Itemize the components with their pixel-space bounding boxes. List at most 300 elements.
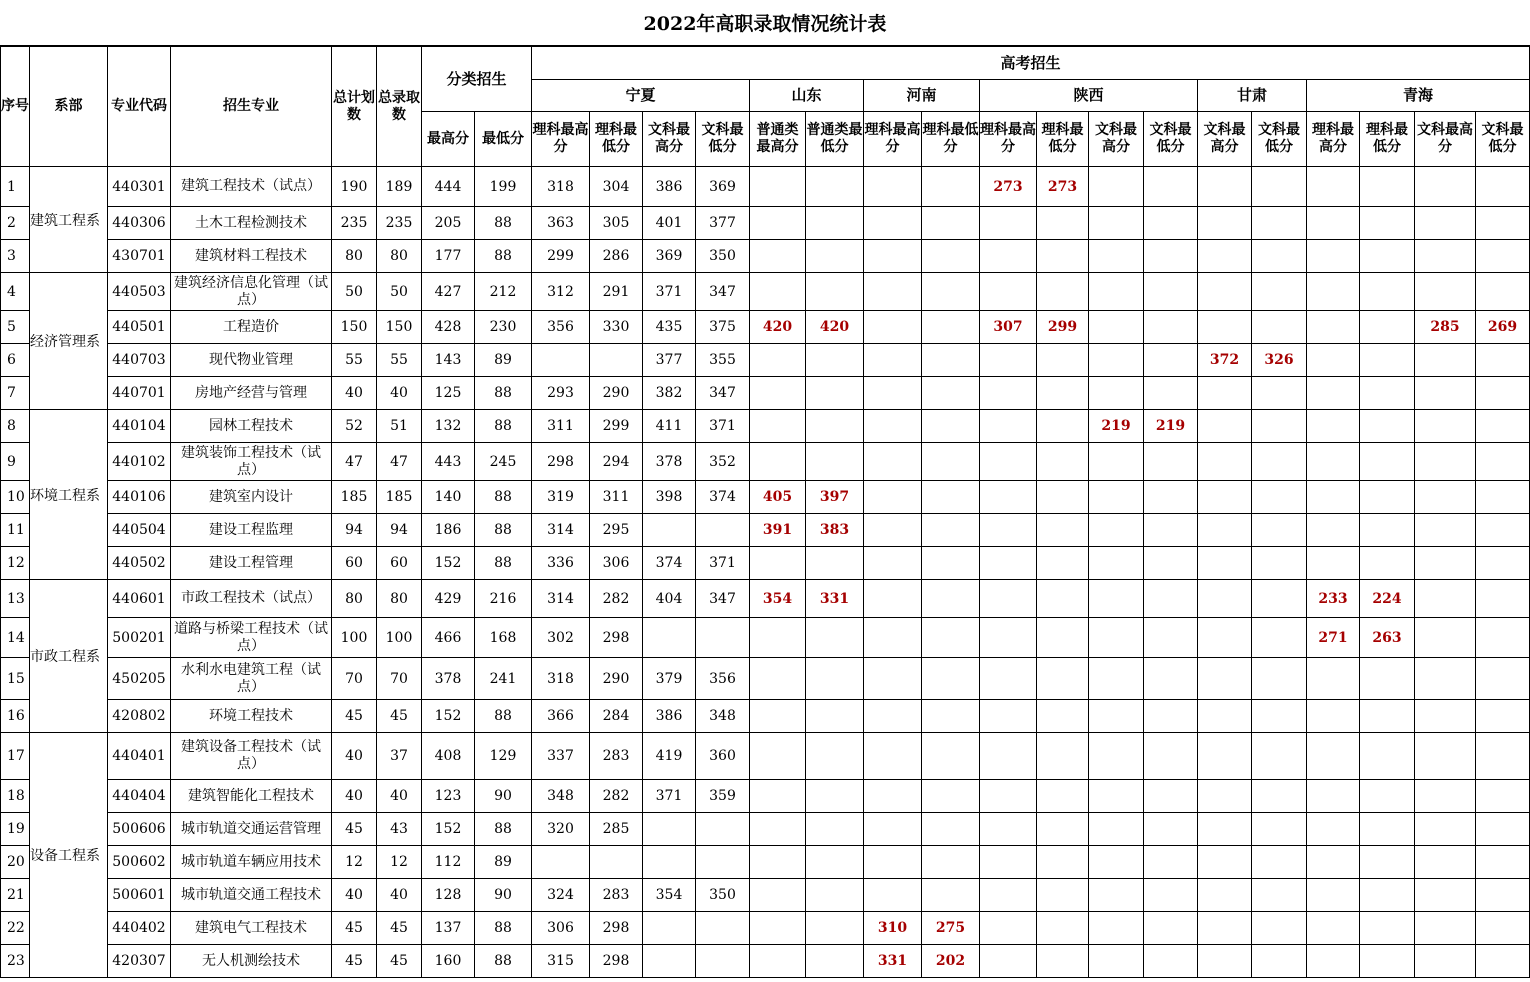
score-cell: 435 xyxy=(643,311,696,344)
score-cell: 420 xyxy=(806,311,864,344)
score-cell xyxy=(750,879,806,912)
score-cell xyxy=(980,912,1037,945)
score-cell: 269 xyxy=(1476,311,1530,344)
table-row xyxy=(1,846,1530,879)
score-cell xyxy=(1360,780,1415,813)
score-cell xyxy=(750,912,806,945)
score-cell xyxy=(1037,780,1089,813)
admit-count: 189 xyxy=(377,167,422,207)
score-cell xyxy=(1144,618,1198,658)
score-cell xyxy=(1415,733,1476,780)
score-cell xyxy=(1415,547,1476,580)
score-cell xyxy=(1252,658,1307,700)
score-cell xyxy=(1037,514,1089,547)
score-cell xyxy=(1307,273,1360,311)
score-cell xyxy=(922,580,980,618)
admit-count: 43 xyxy=(377,813,422,846)
major-name: 建筑智能化工程技术 xyxy=(171,780,332,813)
score-cell: 397 xyxy=(806,481,864,514)
category-max-score: 429 xyxy=(422,580,475,618)
score-cell xyxy=(1089,813,1144,846)
score-cell xyxy=(1037,912,1089,945)
header-category-min: 最低分 xyxy=(475,112,532,167)
score-cell xyxy=(1415,912,1476,945)
table-row xyxy=(1,207,1530,240)
score-cell xyxy=(922,700,980,733)
table-row xyxy=(1,879,1530,912)
score-cell xyxy=(1089,514,1144,547)
score-cell: 383 xyxy=(806,514,864,547)
score-cell xyxy=(1198,733,1252,780)
category-max-score: 177 xyxy=(422,240,475,273)
header-dept: 系部 xyxy=(30,47,108,167)
score-cell: 314 xyxy=(532,514,590,547)
score-cell xyxy=(1415,780,1476,813)
major-code: 440402 xyxy=(108,912,171,945)
score-cell xyxy=(1476,547,1530,580)
major-name: 环境工程技术 xyxy=(171,700,332,733)
score-cell xyxy=(1089,580,1144,618)
admit-count: 94 xyxy=(377,514,422,547)
score-cell xyxy=(750,377,806,410)
score-cell xyxy=(980,240,1037,273)
plan-count: 100 xyxy=(332,618,377,658)
score-cell xyxy=(1144,580,1198,618)
score-cell: 293 xyxy=(532,377,590,410)
score-cell xyxy=(1037,618,1089,658)
score-cell xyxy=(806,273,864,311)
header-category-max: 最高分 xyxy=(422,112,475,167)
major-code: 440703 xyxy=(108,344,171,377)
score-cell xyxy=(1307,410,1360,443)
score-cell xyxy=(922,658,980,700)
score-cell xyxy=(1198,443,1252,481)
score-cell: 299 xyxy=(1037,311,1089,344)
major-name: 建筑设备工程技术（试点） xyxy=(171,733,332,780)
table-row xyxy=(1,618,1530,658)
category-max-score: 143 xyxy=(422,344,475,377)
category-max-score: 378 xyxy=(422,658,475,700)
score-cell xyxy=(1252,618,1307,658)
score-cell xyxy=(1360,240,1415,273)
score-cell xyxy=(643,618,696,658)
score-cell xyxy=(1198,912,1252,945)
plan-count: 45 xyxy=(332,912,377,945)
admit-count: 55 xyxy=(377,344,422,377)
score-cell xyxy=(1360,311,1415,344)
table-row xyxy=(1,912,1530,945)
score-cell: 356 xyxy=(532,311,590,344)
score-cell xyxy=(1252,700,1307,733)
score-cell xyxy=(1476,273,1530,311)
score-cell xyxy=(1144,733,1198,780)
score-cell xyxy=(1089,207,1144,240)
plan-count: 50 xyxy=(332,273,377,311)
score-cell xyxy=(1144,912,1198,945)
score-cell: 377 xyxy=(643,344,696,377)
row-index: 22 xyxy=(1,912,30,945)
score-cell xyxy=(1307,377,1360,410)
department-name: 市政工程系 xyxy=(30,580,108,733)
table-row xyxy=(1,780,1530,813)
score-cell xyxy=(1360,514,1415,547)
category-min-score: 88 xyxy=(475,912,532,945)
score-cell xyxy=(1415,273,1476,311)
score-cell xyxy=(1360,658,1415,700)
plan-count: 45 xyxy=(332,700,377,733)
score-cell xyxy=(922,514,980,547)
score-cell xyxy=(922,813,980,846)
score-cell xyxy=(1307,733,1360,780)
score-cell xyxy=(1252,813,1307,846)
score-cell xyxy=(643,945,696,978)
score-cell xyxy=(1198,207,1252,240)
score-cell xyxy=(750,547,806,580)
major-code: 420307 xyxy=(108,945,171,978)
score-cell xyxy=(980,658,1037,700)
plan-count: 185 xyxy=(332,481,377,514)
score-cell: 282 xyxy=(590,780,643,813)
category-min-score: 88 xyxy=(475,813,532,846)
major-code: 430701 xyxy=(108,240,171,273)
table-row xyxy=(1,514,1530,547)
score-cell: 371 xyxy=(643,780,696,813)
score-cell xyxy=(1307,879,1360,912)
row-index: 8 xyxy=(1,410,30,443)
score-cell: 285 xyxy=(590,813,643,846)
score-cell: 295 xyxy=(590,514,643,547)
score-cell xyxy=(1307,207,1360,240)
category-max-score: 205 xyxy=(422,207,475,240)
score-cell xyxy=(696,618,750,658)
major-code: 440306 xyxy=(108,207,171,240)
department-name: 建筑工程系 xyxy=(30,167,108,273)
score-cell xyxy=(1415,410,1476,443)
score-cell xyxy=(750,813,806,846)
major-name: 城市轨道车辆应用技术 xyxy=(171,846,332,879)
row-index: 17 xyxy=(1,733,30,780)
score-cell xyxy=(1089,846,1144,879)
score-cell xyxy=(1476,514,1530,547)
major-code: 440301 xyxy=(108,167,171,207)
score-cell xyxy=(1144,240,1198,273)
major-code: 440102 xyxy=(108,443,171,481)
score-cell xyxy=(864,733,922,780)
score-cell xyxy=(1037,377,1089,410)
category-max-score: 125 xyxy=(422,377,475,410)
score-cell xyxy=(1360,813,1415,846)
score-cell: 298 xyxy=(590,912,643,945)
category-max-score: 112 xyxy=(422,846,475,879)
score-cell xyxy=(1037,879,1089,912)
row-index: 9 xyxy=(1,443,30,481)
score-cell: 302 xyxy=(532,618,590,658)
score-cell xyxy=(864,580,922,618)
category-min-score: 88 xyxy=(475,945,532,978)
table-row xyxy=(1,481,1530,514)
score-cell: 311 xyxy=(590,481,643,514)
plan-count: 40 xyxy=(332,879,377,912)
header-province-ningxia: 宁夏 xyxy=(532,80,750,112)
score-cell xyxy=(1037,481,1089,514)
header-major: 招生专业 xyxy=(171,47,332,167)
plan-count: 235 xyxy=(332,207,377,240)
score-cell: 285 xyxy=(1415,311,1476,344)
plan-count: 47 xyxy=(332,443,377,481)
score-cell: 348 xyxy=(696,700,750,733)
admit-count: 47 xyxy=(377,443,422,481)
major-name: 建筑电气工程技术 xyxy=(171,912,332,945)
score-cell xyxy=(1307,167,1360,207)
score-cell xyxy=(750,207,806,240)
score-cell: 371 xyxy=(696,547,750,580)
major-code: 500601 xyxy=(108,879,171,912)
score-cell xyxy=(1307,912,1360,945)
score-cell: 372 xyxy=(1198,344,1252,377)
table-row xyxy=(1,167,1530,207)
score-cell xyxy=(1144,514,1198,547)
category-max-score: 444 xyxy=(422,167,475,207)
score-cell xyxy=(806,813,864,846)
score-cell xyxy=(1198,658,1252,700)
score-cell xyxy=(1307,311,1360,344)
admit-count: 12 xyxy=(377,846,422,879)
score-cell xyxy=(1252,377,1307,410)
score-cell xyxy=(980,207,1037,240)
score-cell xyxy=(1144,945,1198,978)
table-row xyxy=(1,700,1530,733)
major-code: 500602 xyxy=(108,846,171,879)
score-cell xyxy=(1415,481,1476,514)
score-cell xyxy=(1089,912,1144,945)
category-min-score: 88 xyxy=(475,207,532,240)
score-cell: 271 xyxy=(1307,618,1360,658)
score-cell xyxy=(1198,945,1252,978)
score-cell xyxy=(864,618,922,658)
major-name: 城市轨道交通工程技术 xyxy=(171,879,332,912)
category-max-score: 140 xyxy=(422,481,475,514)
major-name: 土木工程检测技术 xyxy=(171,207,332,240)
table-row xyxy=(1,547,1530,580)
plan-count: 45 xyxy=(332,813,377,846)
score-cell xyxy=(1198,410,1252,443)
score-cell xyxy=(1089,780,1144,813)
row-index: 12 xyxy=(1,547,30,580)
category-max-score: 132 xyxy=(422,410,475,443)
score-cell: 219 xyxy=(1089,410,1144,443)
score-cell xyxy=(1144,311,1198,344)
score-cell xyxy=(1307,780,1360,813)
score-cell xyxy=(1144,273,1198,311)
score-cell xyxy=(1360,879,1415,912)
row-index: 13 xyxy=(1,580,30,618)
header-sub-score: 文科最高分 xyxy=(1198,112,1252,167)
score-cell: 369 xyxy=(696,167,750,207)
score-cell xyxy=(1360,481,1415,514)
major-name: 城市轨道交通运营管理 xyxy=(171,813,332,846)
score-cell xyxy=(1037,344,1089,377)
score-cell xyxy=(1307,240,1360,273)
score-cell xyxy=(1198,240,1252,273)
score-cell xyxy=(1198,311,1252,344)
score-cell xyxy=(1252,167,1307,207)
plan-count: 45 xyxy=(332,945,377,978)
score-cell xyxy=(1415,344,1476,377)
category-min-score: 245 xyxy=(475,443,532,481)
score-cell xyxy=(1415,813,1476,846)
score-cell xyxy=(1144,443,1198,481)
row-index: 15 xyxy=(1,658,30,700)
plan-count: 12 xyxy=(332,846,377,879)
score-cell: 347 xyxy=(696,273,750,311)
header-sub-score: 文科最低分 xyxy=(1144,112,1198,167)
category-min-score: 90 xyxy=(475,879,532,912)
score-cell xyxy=(1252,547,1307,580)
header-province-gansu: 甘肃 xyxy=(1198,80,1307,112)
score-cell xyxy=(922,207,980,240)
row-index: 23 xyxy=(1,945,30,978)
category-max-score: 123 xyxy=(422,780,475,813)
score-cell: 310 xyxy=(864,912,922,945)
category-min-score: 230 xyxy=(475,311,532,344)
score-cell: 263 xyxy=(1360,618,1415,658)
score-cell: 386 xyxy=(643,700,696,733)
score-cell xyxy=(1089,377,1144,410)
category-max-score: 428 xyxy=(422,311,475,344)
admit-count: 45 xyxy=(377,700,422,733)
score-cell xyxy=(1476,167,1530,207)
score-cell xyxy=(980,945,1037,978)
major-code: 500606 xyxy=(108,813,171,846)
score-cell: 354 xyxy=(750,580,806,618)
score-cell xyxy=(1089,879,1144,912)
major-code: 440404 xyxy=(108,780,171,813)
score-cell xyxy=(1307,813,1360,846)
score-cell xyxy=(1089,273,1144,311)
score-cell: 331 xyxy=(864,945,922,978)
score-cell xyxy=(643,514,696,547)
score-cell: 284 xyxy=(590,700,643,733)
admit-count: 40 xyxy=(377,879,422,912)
category-min-score: 90 xyxy=(475,780,532,813)
score-cell: 282 xyxy=(590,580,643,618)
score-cell xyxy=(1307,846,1360,879)
score-cell xyxy=(1037,443,1089,481)
score-cell xyxy=(1307,443,1360,481)
admit-count: 50 xyxy=(377,273,422,311)
score-cell xyxy=(806,700,864,733)
row-index: 7 xyxy=(1,377,30,410)
header-index: 序号 xyxy=(1,47,30,167)
score-cell xyxy=(980,481,1037,514)
score-cell: 291 xyxy=(590,273,643,311)
score-cell xyxy=(643,846,696,879)
score-cell xyxy=(1144,547,1198,580)
table-row xyxy=(1,240,1530,273)
score-cell: 233 xyxy=(1307,580,1360,618)
score-cell xyxy=(1144,207,1198,240)
score-cell: 355 xyxy=(696,344,750,377)
score-cell: 379 xyxy=(643,658,696,700)
score-cell xyxy=(980,547,1037,580)
score-cell xyxy=(806,377,864,410)
table-row xyxy=(1,410,1530,443)
score-cell xyxy=(922,846,980,879)
score-cell xyxy=(532,344,590,377)
plan-count: 55 xyxy=(332,344,377,377)
score-cell xyxy=(980,879,1037,912)
score-cell xyxy=(1089,311,1144,344)
score-cell: 298 xyxy=(532,443,590,481)
plan-count: 60 xyxy=(332,547,377,580)
score-cell xyxy=(864,879,922,912)
score-cell xyxy=(864,700,922,733)
score-cell xyxy=(1089,945,1144,978)
score-cell xyxy=(806,912,864,945)
score-cell xyxy=(1252,443,1307,481)
score-cell xyxy=(806,547,864,580)
score-cell: 377 xyxy=(696,207,750,240)
score-cell xyxy=(1037,733,1089,780)
score-cell xyxy=(1476,410,1530,443)
score-cell xyxy=(1360,377,1415,410)
score-cell: 307 xyxy=(980,311,1037,344)
score-cell xyxy=(980,780,1037,813)
score-cell xyxy=(922,780,980,813)
score-cell: 273 xyxy=(980,167,1037,207)
score-cell xyxy=(1037,240,1089,273)
score-cell xyxy=(1360,443,1415,481)
score-cell xyxy=(922,879,980,912)
score-cell: 304 xyxy=(590,167,643,207)
row-index: 6 xyxy=(1,344,30,377)
category-max-score: 160 xyxy=(422,945,475,978)
score-cell xyxy=(1089,167,1144,207)
major-code: 440106 xyxy=(108,481,171,514)
admit-count: 37 xyxy=(377,733,422,780)
score-cell xyxy=(1415,846,1476,879)
score-cell xyxy=(980,377,1037,410)
score-cell xyxy=(980,733,1037,780)
score-cell xyxy=(864,547,922,580)
table-row xyxy=(1,945,1530,978)
score-cell: 398 xyxy=(643,481,696,514)
category-max-score: 137 xyxy=(422,912,475,945)
admit-count: 45 xyxy=(377,912,422,945)
major-code: 440701 xyxy=(108,377,171,410)
score-cell xyxy=(1476,733,1530,780)
score-cell: 324 xyxy=(532,879,590,912)
score-cell xyxy=(1037,410,1089,443)
major-name: 建设工程管理 xyxy=(171,547,332,580)
score-cell xyxy=(1198,547,1252,580)
score-cell xyxy=(1252,410,1307,443)
row-index: 2 xyxy=(1,207,30,240)
score-cell xyxy=(1415,207,1476,240)
score-cell: 356 xyxy=(696,658,750,700)
category-max-score: 186 xyxy=(422,514,475,547)
score-cell: 298 xyxy=(590,618,643,658)
score-cell xyxy=(864,207,922,240)
score-cell xyxy=(1144,780,1198,813)
score-cell xyxy=(1252,846,1307,879)
score-cell: 330 xyxy=(590,311,643,344)
score-cell xyxy=(980,580,1037,618)
plan-count: 40 xyxy=(332,377,377,410)
score-cell xyxy=(1415,580,1476,618)
score-cell xyxy=(806,207,864,240)
score-cell xyxy=(922,167,980,207)
